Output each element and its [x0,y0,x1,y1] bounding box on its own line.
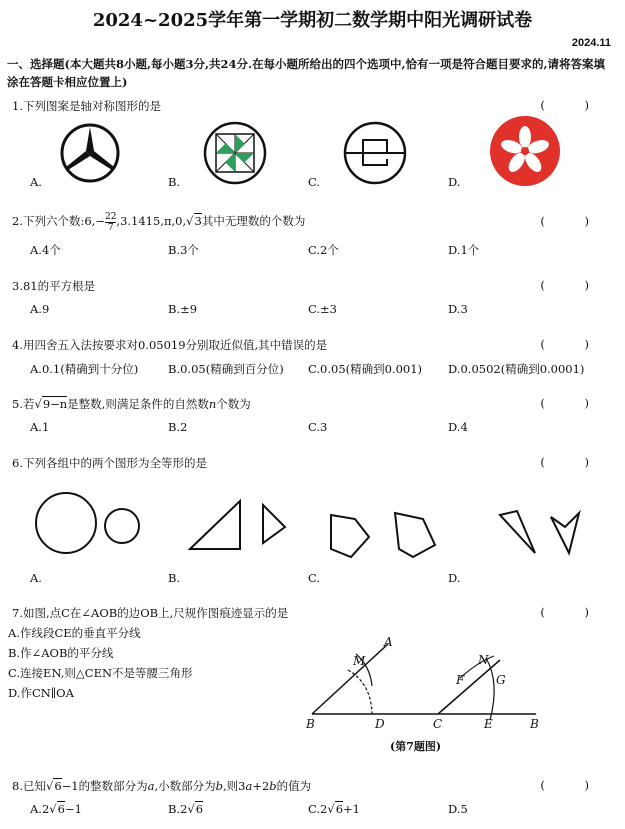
question-6-answer-paren: ( ) [540,455,607,469]
q7-option-a[interactable]: A.作线段CE的垂直平分线 [8,626,141,640]
label-m: M [353,654,366,668]
q2-option-d[interactable]: D.1个 [448,243,480,257]
question-3-answer-paren: ( ) [540,278,607,292]
q1-option-b[interactable]: B. [168,175,181,189]
q4-option-c[interactable]: C.0.05(精确到0.001) [308,362,423,376]
q1-figure-b-pinwheel-icon [195,118,275,188]
q8-option-c[interactable]: C.2√6+1 [308,802,360,816]
q1-option-d[interactable]: D. [448,175,461,189]
label-n: N [478,653,489,667]
q6-figure-d-quadrilaterals-icon [495,505,585,560]
section-heading: 一、选择题(本大题共8小题,每小题3分,共24分.在每小题所给出的四个选项中,恰有一项是符合题目要求的,请将答案填涂在答题卡相应位置上) [7,57,605,89]
label-f: F [456,673,465,687]
q6-figure-c-pentagons-icon [325,505,445,565]
q4-option-d[interactable]: D.0.0502(精确到0.0001) [448,362,585,376]
q5-option-b[interactable]: B.2 [168,420,188,434]
q1-figure-c-symbol-icon [335,118,415,188]
question-1-answer-paren: ( ) [540,98,607,112]
q6-option-b[interactable]: B. [168,571,181,585]
q8-option-b[interactable]: B.2√6 [168,802,204,816]
q8-option-d[interactable]: D.5 [448,802,468,816]
question-1-stem: 1.下列图案是轴对称图形的是 [12,99,161,113]
question-7-answer-paren: ( ) [540,605,607,619]
label-b-right: B [530,717,539,731]
exam-date: 2024.11 [571,37,611,49]
q7-option-c[interactable]: C.连接EN,则△CEN不是等腰三角形 [8,666,193,680]
q3-option-a[interactable]: A.9 [30,302,50,316]
q3-option-c[interactable]: C.±3 [308,302,337,316]
q2-option-a[interactable]: A.4个 [30,243,61,257]
label-d: D [375,717,385,731]
q7-construction-figure [300,632,550,732]
question-5-stem: 5.若√9−n是整数,则满足条件的自然数n个数为 [12,397,251,411]
q6-option-a[interactable]: A. [30,571,42,585]
q6-figure-a-circles-icon [30,488,150,558]
q3-option-b[interactable]: B.±9 [168,302,198,316]
label-g: G [496,673,506,687]
q2-option-b[interactable]: B.3个 [168,243,199,257]
q4-option-b[interactable]: B.0.05(精确到百分位) [168,362,284,376]
question-8-stem: 8.已知√6−1的整数部分为a,小数部分为b,则3a+2b的值为 [12,779,312,793]
q6-figure-b-triangles-icon [185,495,305,555]
q1-option-a[interactable]: A. [30,175,42,189]
question-6-stem: 6.下列各组中的两个图形为全等形的是 [12,456,207,470]
q7-figure-caption: (第7题图) [390,740,442,753]
question-7-stem: 7.如图,点C在∠AOB的边OB上,尺规作图痕迹显示的是 [12,606,289,620]
q1-figure-d-bauhinia-icon [487,113,563,189]
question-4-answer-paren: ( ) [540,337,607,351]
exam-title: 2024~2025学年第一学期初二数学期中阳光调研试卷 [92,10,533,31]
q8-option-a[interactable]: A.2√6−1 [30,802,82,816]
label-c: C [433,717,443,731]
q3-option-d[interactable]: D.3 [448,302,468,316]
q1-figure-a-star-icon [50,118,130,188]
label-e: E [484,717,493,731]
q7-option-b[interactable]: B.作∠AOB的平分线 [8,646,114,660]
q1-option-c[interactable]: C. [308,175,321,189]
q6-option-c[interactable]: C. [308,571,321,585]
question-2-stem: 2.下列六个数:6,− $\frac{22}{7}$ ,3.1415,π,0,√3其中无理数的个数为 [12,211,306,233]
q2-option-c[interactable]: C.2个 [308,243,339,257]
q5-option-c[interactable]: C.3 [308,420,328,434]
q5-option-d[interactable]: D.4 [448,420,468,434]
question-3-stem: 3.81的平方根是 [12,279,96,293]
q5-option-a[interactable]: A.1 [30,420,50,434]
question-2-answer-paren: ( ) [540,214,607,228]
q7-option-d[interactable]: D.作CN∥OA [8,686,74,700]
question-8-answer-paren: ( ) [540,778,607,792]
question-4-stem: 4.用四舍五入法按要求对0.05019分别取近似值,其中错误的是 [12,338,328,352]
label-b-left: B [306,717,315,731]
label-a: A [384,635,393,649]
q6-option-d[interactable]: D. [448,571,461,585]
q4-option-a[interactable]: A.0.1(精确到十分位) [30,362,139,376]
question-5-answer-paren: ( ) [540,396,607,410]
